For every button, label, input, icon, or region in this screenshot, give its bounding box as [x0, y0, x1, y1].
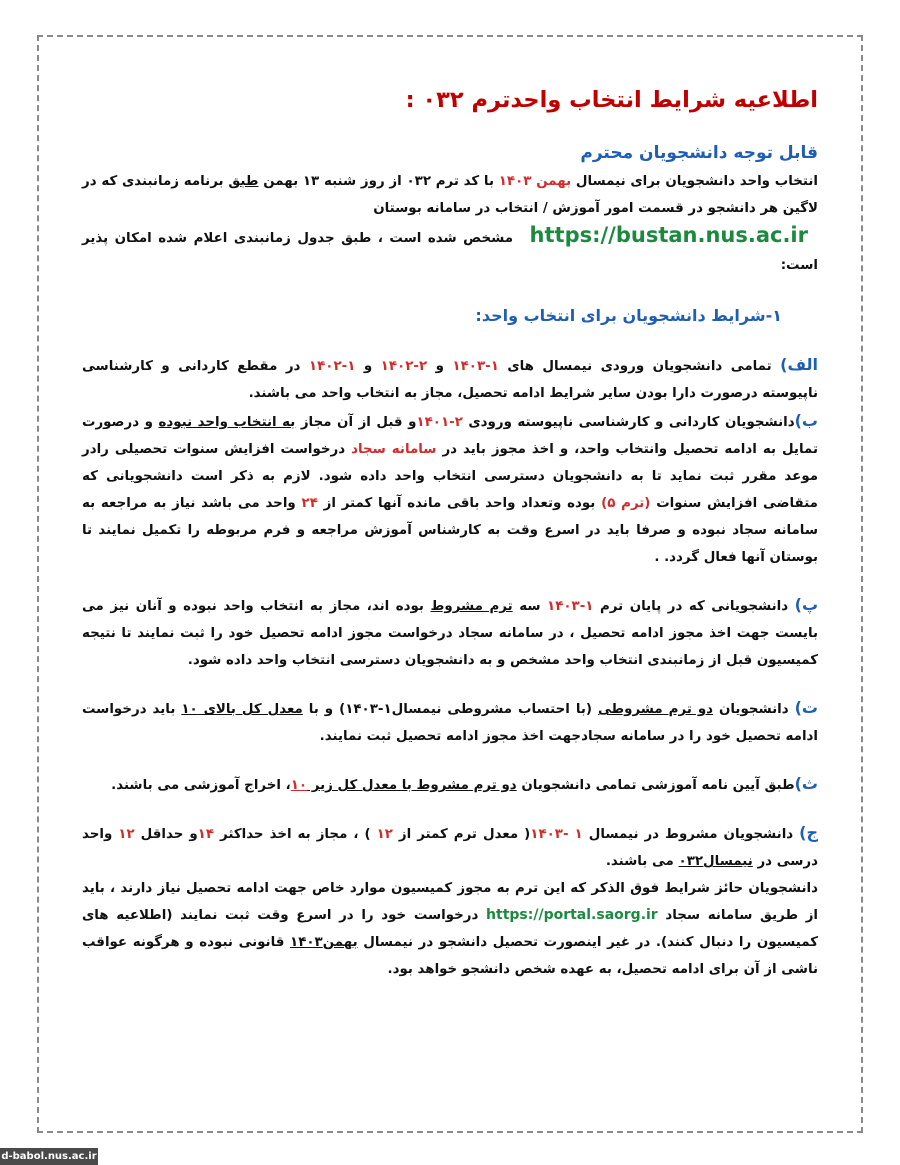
clause-be: ب)دانشجویان کاردانی و کارشناسی ناپیوسته ورودی ۲-۱۴۰۱و قبل از آن مجاز به انتخاب واحد نبوده و درصورت تمایل به ادامه تحصیل وانتخاب واحد، و اخذ مجوز باید در سامانه سجاد درخواست افزایش سنوات تحصیلی رادر موعد مقرر ثبت نماید تا به دانشجویان دسترسی انتخاب واحد داده شود. لازم به ذکر است دانشجویانی که متقاضی افزایش سنوات (ترم ۵) بوده وتعداد واحد باقی مانده آنها کمتر از ۲۴ واحد می باشد نیاز به مراجعه به سامانه سجاد نبوده و صرفا باید در اسرع وقت به کارشناس آموزش مراجعه و فرم مربوطه را تکمیل نمایند تا بوستان آنها فعال گردد. .	[82, 411, 818, 565]
clause-pe: پ) دانشجویانی که در پایان ترم ۱-۱۴۰۳ سه ترم مشروط بوده اند، مجاز به انتخاب واحد نبوده و آنان نیز می بایست جهت اخذ مجوز ادامه تحصیل ، در سامانه سجاد درخواست مجوز ادامه تحصیل خود را ثبت نمایند تا نتیجه کمیسیون قبل از زمانبندی انتخاب واحد مشخص و به دانشجویان دسترسی انتخاب واحد داده شود.	[82, 595, 819, 668]
footer-domain-label[interactable]: d-babol.nus.ac.ir	[0, 1148, 98, 1165]
saorg-link[interactable]: https://portal.saorg.ir	[486, 907, 658, 923]
clause-label: ب)	[794, 411, 818, 430]
section-title: ۱-شرایط دانشجویان برای انتخاب واحد:	[475, 306, 782, 325]
bustan-link[interactable]: https://bustan.nus.ac.ir	[529, 223, 808, 247]
clause-jim-note: دانشجویان حائز شرایط فوق الذکر که این ترم به مجوز کمیسیون موارد خاص جهت ادامه تحصیل نیاز دارند ، باید از طریق سامانه سجاد https://portal.saorg.ir درخواست خود را در اسرع وقت ثبت نمایند (اطلاعیه های کمیسیون را دنبال کنند). در غیر اینصورت تحصیل دانشجو در نیمسال بهمن۱۴۰۳ قانونی نبوده و هرگونه عواقب ناشی از آن برای ادامه تحصیل، به عهده شخص دانشجو خواهد بود.	[82, 881, 819, 977]
clause-te: ت) دانشجویان دو ترم مشروطی (با احتساب مشروطی نیمسال۱-۱۴۰۳) و با معدل کل بالای ۱۰ باید درخواست ادامه تحصیل خود را در سامانه سجادجهت اخذ مجوز ادامه تحصیل ثبت نمایند.	[82, 698, 818, 744]
clause-label: الف)	[780, 355, 818, 374]
clause-label: ج)	[799, 823, 819, 842]
clause-label: ت)	[794, 698, 818, 717]
clause-label: پ)	[794, 595, 819, 614]
clause-alef: الف) تمامی دانشجویان ورودی نیمسال های ۱-۱۴۰۳ و ۲-۱۴۰۲ و ۱-۱۴۰۲ در مقطع کاردانی و کارشناسی ناپیوسته درصورت دارا بودن سایر شرایط ادامه تحصیل، مجاز به انتخاب واحد می باشند.	[82, 355, 818, 401]
intro-term-bahman: بهمن ۱۴۰۳	[498, 174, 572, 189]
page-title: اطلاعیه شرایط انتخاب واحدترم ۰۳۲ :	[405, 87, 818, 113]
clause-se: ث)طبق آیین نامه آموزشی تمامی دانشجویان دو ترم مشروط با معدل کل زیر ۱۰، اخراج آموزشی می باشند.	[111, 774, 818, 793]
greeting-heading: قابل توجه دانشجویان محترم	[580, 143, 818, 163]
clause-label: ث)	[794, 774, 818, 793]
announcement-body	[82, 76, 818, 983]
clause-jim: ج) دانشجویان مشروط در نیمسال ۱ -۱۴۰۳( معدل ترم کمتر از ۱۲ ) ، مجاز به اخذ حداکثر ۱۴و حداقل ۱۲ واحد درسی در نیمسال۰۳۲ می باشند.	[82, 823, 819, 869]
intro-paragraph: انتخاب واحد دانشجویان برای نیمسال بهمن ۱۴۰۳ با کد ترم ۰۳۲ از روز شنبه ۱۳ بهمن طبق برنامه زمانبندی که در لاگین هر دانشجو در قسمت امور آموزش / انتخاب در سامانه بوستان https://bustan.nus.ac.ir مشخص شده است ، طبق جدول زمانبندی اعلام شده امکان پذیر است:	[82, 174, 818, 273]
